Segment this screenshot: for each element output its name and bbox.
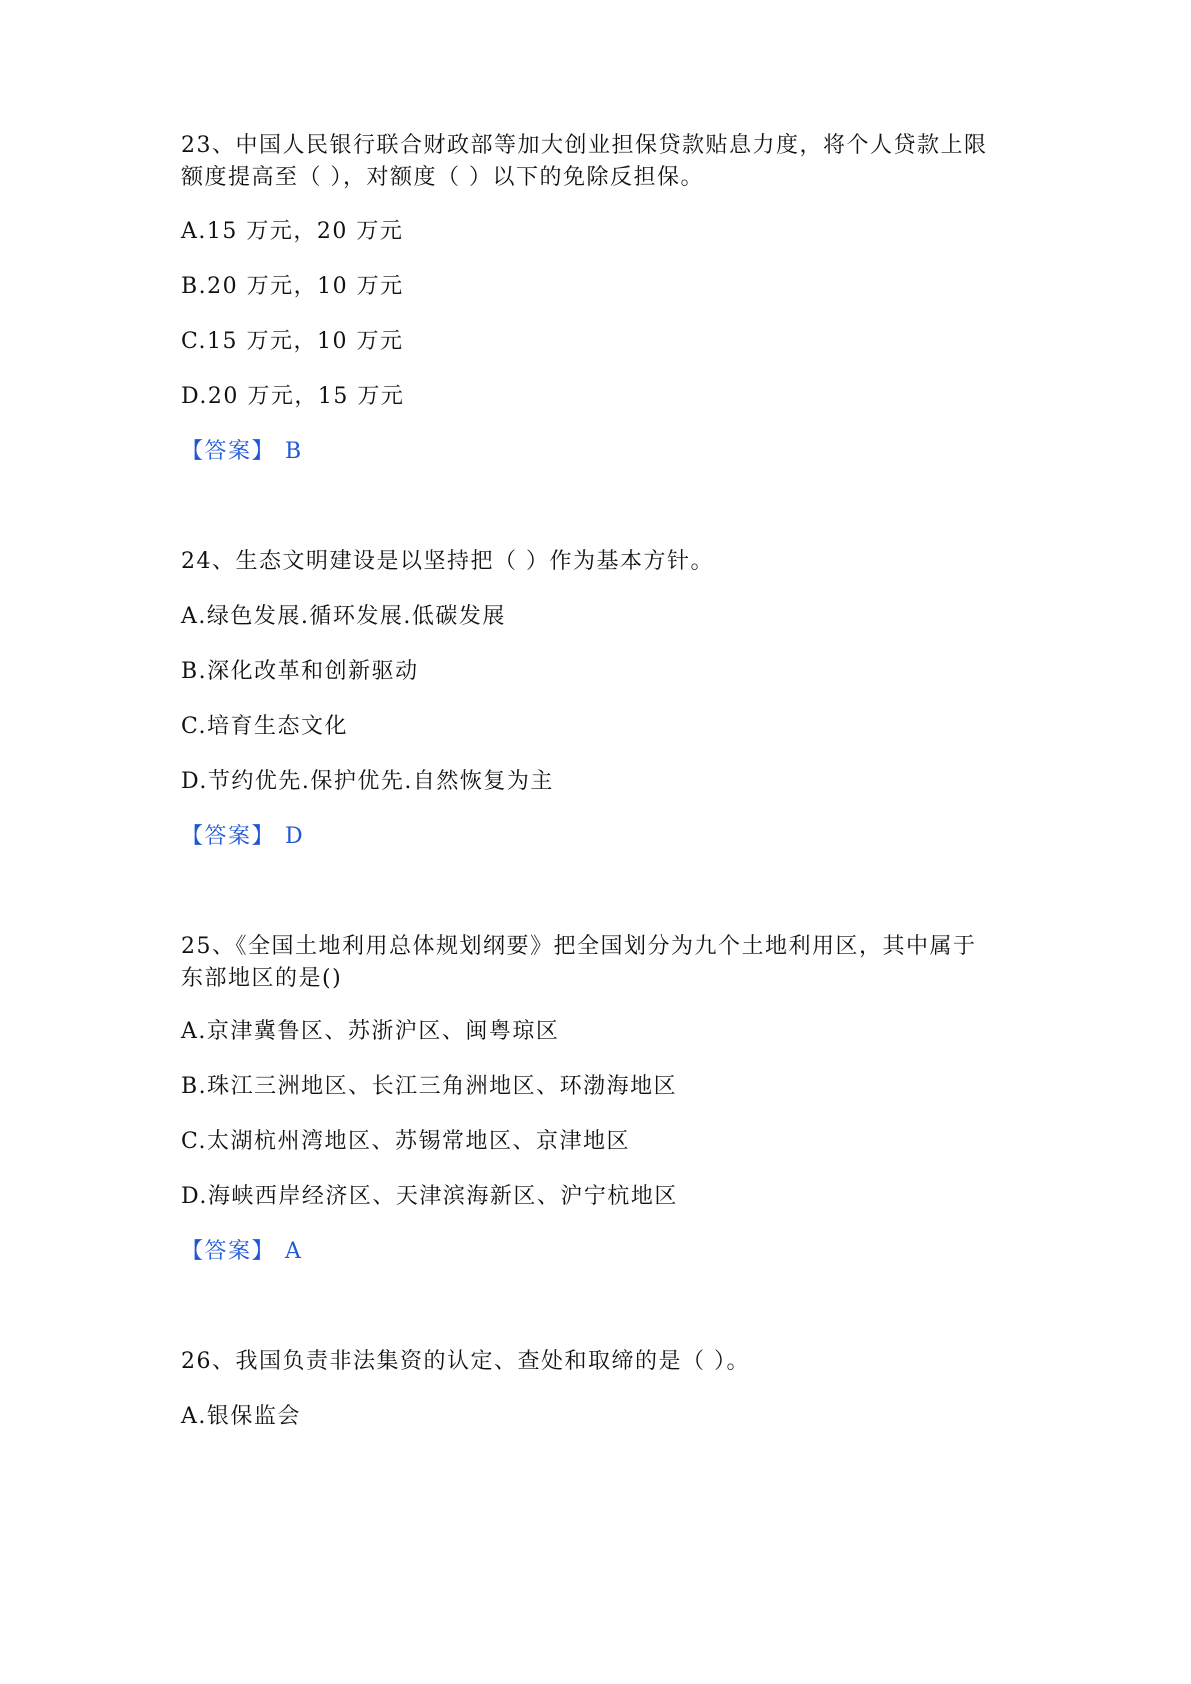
answer-label: 【答案】	[181, 824, 276, 849]
question-25-option-c: C.太湖杭州湾地区、苏锡常地区、京津地区	[181, 1129, 631, 1154]
question-25-option-a: A.京津冀鲁区、苏浙沪区、闽粤琼区	[181, 1019, 560, 1044]
question-25-option-d: D.海峡西岸经济区、天津滨海新区、沪宁杭地区	[181, 1184, 678, 1209]
answer-letter: D	[285, 824, 305, 849]
question-24-answer	[181, 821, 304, 853]
question-25-answer	[181, 1236, 302, 1268]
question-26-stem-line-1: 26、我国负责非法集资的认定、查处和取缔的是（ ）。	[181, 1349, 750, 1374]
question-24-option-d: D.节约优先.保护优先.自然恢复为主	[181, 769, 554, 794]
question-24-option-c: C.培育生态文化	[181, 714, 349, 739]
question-24-option-a: A.绿色发展.循环发展.低碳发展	[181, 604, 506, 629]
answer-label: 【答案】	[181, 1239, 276, 1264]
question-25-option-b: B.珠江三洲地区、长江三角洲地区、环渤海地区	[181, 1074, 678, 1099]
question-23-option-b: B.20 万元，10 万元	[181, 274, 404, 299]
question-23-answer	[181, 436, 303, 468]
question-24-stem-line-1: 24、生态文明建设是以坚持把（ ）作为基本方针。	[181, 549, 714, 574]
question-23-option-a: A.15 万元，20 万元	[181, 219, 404, 244]
question-23-option-c: C.15 万元，10 万元	[181, 329, 404, 354]
answer-letter: B	[285, 439, 303, 464]
answer-letter: A	[285, 1239, 303, 1264]
question-25-stem-line-2: 东部地区的是()	[181, 966, 343, 991]
question-26-option-a: A.银保监会	[181, 1404, 301, 1429]
question-23-option-d: D.20 万元，15 万元	[181, 384, 405, 409]
question-23-stem-line-1: 23、中国人民银行联合财政部等加大创业担保贷款贴息力度，将个人贷款上限	[181, 133, 988, 158]
question-23-stem-line-2: 额度提高至（ ），对额度（ ）以下的免除反担保。	[181, 165, 704, 190]
question-25-stem-line-1: 25、《全国土地利用总体规划纲要》把全国划分为九个土地利用区，其中属于	[181, 934, 977, 959]
answer-label: 【答案】	[181, 439, 276, 464]
question-24-option-b: B.深化改革和创新驱动	[181, 659, 419, 684]
